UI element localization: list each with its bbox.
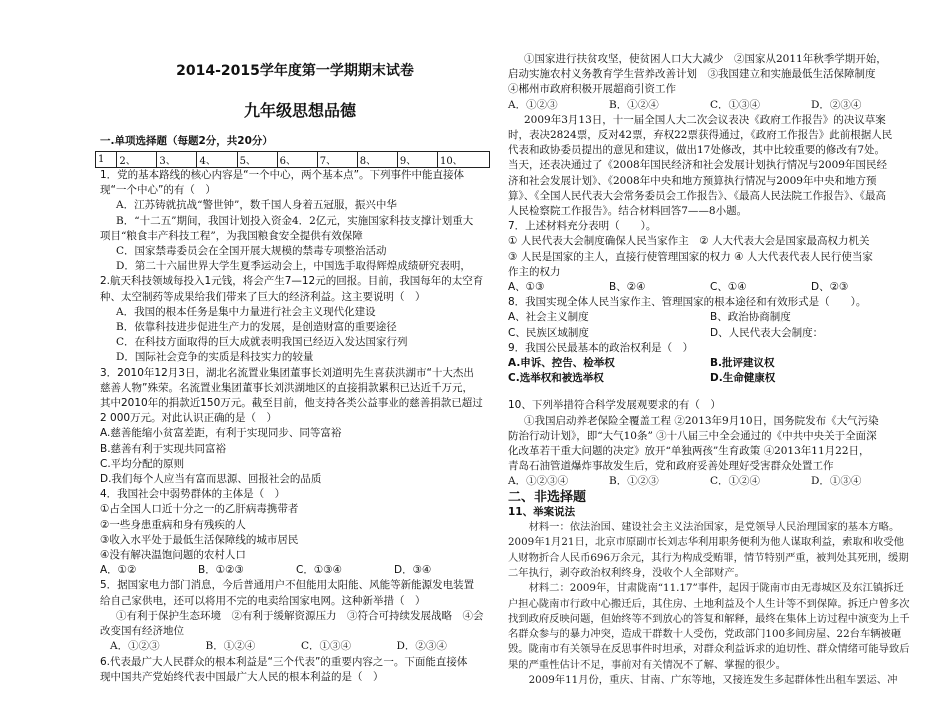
- question-text: 6.代表最广大人民群众的根本利益是“三个代表”的重要内容之一。下面能直接体: [100, 655, 468, 668]
- choice-options: [508, 356, 912, 371]
- choice-option[interactable]: B.批评建议权: [710, 357, 775, 370]
- option-text: 启动实施农村义务教育学生营养改善计划 ③我国建立和实施最低生活保障制度: [508, 68, 876, 81]
- question-text: 其中2010年的捐款近150万元。截至目前，他支持各类公益事业的慈善捐款已超过: [100, 397, 483, 410]
- choice-option[interactable]: A．①②③: [110, 640, 160, 653]
- question-title: 11、举案说法: [508, 505, 576, 518]
- material-paragraph: 材料二：2009年，甘肃陇南“11.17”事件，起因于陇南市由无毒城区及东江镇拆迁户担心陇南市行政中心搬迁后，其住房、土地利益及个人生计等不到保障。拆迁户曾多次找到政府反映问题，但始终等不到放心的答复和解释，最终在集体上访过程中演变为上千名群众参与的暴力冲突，造成干群数十人受伤，党政部门100多间房屋、22台车辆被砸毁。陇南市有关领导在反思事件时坦承，对群众利益诉求的迫切性、群众情绪可能导致后果的严重性估计不足，事前对有关情况不了解、掌握的很少。: [508, 582, 910, 671]
- choice-option[interactable]: D．②③④: [396, 640, 447, 653]
- question-text: 2 000万元。对此认识正确的是（ ）: [100, 412, 278, 425]
- answer-cell[interactable]: 8、: [357, 152, 397, 168]
- exam-title: 2014-2015学年度第一学期期末试卷: [176, 63, 414, 79]
- material-paragraph: 材料一：依法治国、建设社会主义法治国家，是党领导人民治理国家的基本方略。2009年1月21日，北京市原副市长刘志华利用职务便利为他人谋取利益，索取和收受他人财物折合人民币696万余元，其行为构成受贿罪，情节特别严重，被判处其死刑，缓期二年执行，剥夺政治权利终身，没收个人全部财产。: [508, 521, 909, 579]
- question-text: 7．上述材料充分表明（ ）。: [508, 220, 657, 233]
- answer-cell[interactable]: 9、: [397, 152, 437, 168]
- option-text: D.我们每个人应当有富而思源、回报社会的品质: [100, 473, 322, 486]
- choice-option[interactable]: A、①③: [508, 281, 545, 294]
- choice-option[interactable]: D、②③: [811, 281, 849, 294]
- question-text: 4．我国社会中弱势群体的主体是（ ）: [100, 488, 286, 501]
- option-text: 作主的权力: [508, 265, 561, 278]
- choice-options: [508, 326, 912, 341]
- option-text: ②一些身患重病和身有残疾的人: [100, 518, 246, 531]
- option-text: ③ 人民是国家的主人，直接行使管理国家的权力 ④ 人大代表代表人民行使当家: [508, 250, 873, 263]
- material-text: 算》、《全国人民代表大会常务委员会工作报告》、《最高人民法院工作报告》、《最高: [508, 189, 886, 202]
- answer-cell[interactable]: 10、: [437, 152, 489, 168]
- option-text: 防治行动计划》，即“大气10条” ③十八届三中全会通过的《中共中央关于全面深: [508, 429, 877, 442]
- choice-option[interactable]: B．①②③: [609, 475, 659, 488]
- option-text: 化改革若干重大问题的决定》放开“单独两孩”生育政策 ④2013年11月22日，: [508, 445, 870, 458]
- option-text: 项目“粮食丰产科技工程”，为我国粮食安全提供有效保障: [100, 229, 363, 242]
- question-text: 2.航天科技领域每投入1元钱，将会产生7—12元的回报。目前，我国每年的太空育: [100, 275, 484, 288]
- question-text: 慈善人物”殊荣。名流置业集团董事长刘洪湖地区的直接捐款累积已达近千万元，: [100, 381, 473, 394]
- choice-options: [508, 371, 912, 386]
- question-text: 8．我国实现全体人民当家作主、管理国家的根本途径和有效形式是（ ）。: [508, 296, 867, 309]
- option-text: ①有利于保护生态环境 ②有利于缓解资源压力 ③符合可持续发展战略 ④会: [116, 609, 484, 622]
- option-text: ①我国启动养老保险全覆盖工程 ②2013年9月10日，国务院发布《大气污染: [524, 414, 879, 427]
- choice-option[interactable]: C．①③④: [296, 564, 343, 577]
- answer-cell[interactable]: 5、: [237, 152, 277, 168]
- choice-option[interactable]: A、社会主义制度: [508, 311, 589, 324]
- choice-options: [508, 280, 912, 295]
- choice-option[interactable]: A．①②③④: [508, 475, 569, 488]
- question-text: 种、太空制药等成果给我们带来了巨大的经济利益。这主要说明（ ）: [100, 290, 426, 303]
- choice-option[interactable]: D．③④: [394, 564, 432, 577]
- choice-option[interactable]: A．①②③: [508, 98, 558, 111]
- question-text: 9．我国公民最基本的政治权利是（ ）: [508, 341, 694, 354]
- option-text: A．江苏铸就抗战“警世钟”，数千国人身着五冠服，振兴中华: [116, 199, 397, 212]
- question-text: 3．2010年12月3日，湖北名流置业集团董事长刘道明先生喜获洪湖市“十大杰出: [100, 366, 474, 379]
- answer-cell[interactable]: 3、: [157, 152, 197, 168]
- choice-option[interactable]: C.选举权和被选举权: [508, 372, 604, 385]
- option-text: ④郴州市政府积极开展超商引资工作: [508, 83, 676, 96]
- answer-cell[interactable]: 7、: [317, 152, 357, 168]
- option-text: ① 人民代表大会制度确保人民当家作主 ② 人大代表大会是国家最高权力机关: [508, 235, 870, 248]
- option-text: 青岛石油管道爆炸事故发生后，党和政府妥善处理好受害群众处置工作: [508, 460, 834, 473]
- option-text: D．第二十六届世界大学生夏季运动会上，中国选手取得辉煌成绩研究表明，: [116, 260, 471, 273]
- choice-option[interactable]: A.申诉、控告、检举权: [508, 357, 615, 370]
- option-text: ①占全国人口近十分之一的乙肝病毒携带者: [100, 503, 299, 516]
- choice-options: [100, 563, 492, 578]
- material-text: 济和社会发展计划》、《2008年中央和地方预算执行情况与2009年中央和地方预: [508, 174, 877, 187]
- choice-options: [508, 474, 912, 489]
- choice-option[interactable]: C、民族区域制度: [508, 326, 589, 339]
- question-text: 1．党的基本路线的核心内容是“一个中心，两个基本点”。下列事件中能直接体: [100, 169, 465, 181]
- choice-option[interactable]: B、②④: [609, 281, 646, 294]
- answer-cell[interactable]: 2、: [117, 152, 157, 168]
- question-text: 10、下列举措符合科学发展观要求的有（ ）: [508, 399, 721, 412]
- choice-option[interactable]: B．①②③: [198, 564, 244, 577]
- option-text: ①国家进行扶贫攻坚，使贫困人口大大减少 ②国家从2011年秋季学期开始，: [524, 53, 887, 65]
- section-heading-nonchoice: 二、非选择题: [508, 489, 587, 505]
- choice-option[interactable]: D.生命健康权: [710, 372, 776, 385]
- choice-option[interactable]: A．①②: [100, 564, 137, 577]
- choice-option[interactable]: C．①②④: [710, 475, 761, 488]
- material-text: 当天，还表决通过了《2008年国民经济和社会发展计划执行情况与2009年国民经: [508, 159, 887, 172]
- option-text: A．我国的根本任务是集中力量进行社会主义现代化建设: [116, 305, 376, 318]
- choice-option[interactable]: B．①②④: [205, 640, 256, 653]
- option-text: A.慈善能缩小贫富差距，有利于实现同步、同等富裕: [100, 427, 342, 440]
- question-text: 5．据国家电力部门消息，今后普通用户不但能用太阳能、风能等新能源发电装置: [100, 579, 475, 592]
- question-text: 现“一个中心”的有（ ）: [100, 184, 216, 197]
- choice-option[interactable]: C．①③④: [301, 640, 352, 653]
- option-text: B．依靠科技进步促进生产力的发展，是创造财富的重要途径: [116, 321, 397, 334]
- option-text: 改变国有经济地位: [100, 625, 184, 638]
- option-text: ③收入水平处于最低生活保障线的城市居民: [100, 533, 299, 546]
- choice-option[interactable]: D、人民代表大会制度：: [710, 326, 824, 339]
- option-text: B.慈善有利于实现共同富裕: [100, 442, 227, 455]
- material-text: 2009年3月13日，十一届全国人大二次会议表决《政府工作报告》的决议草案: [524, 113, 886, 126]
- spacer: [508, 386, 912, 398]
- option-text: B．“十二五”期间，我国计划投入资金4．2亿元，实施国家科技支撑计划重大: [116, 214, 474, 227]
- material-paragraph: 2009年11月份，重庆、甘南、广东等地，又接连发生多起群体性出租车罢运、冲: [528, 674, 898, 687]
- choice-option[interactable]: D．①③④: [811, 475, 862, 488]
- choice-options: [508, 310, 912, 325]
- section-heading-choice: 一.单项选择题（每题2分，共20分）: [100, 135, 273, 147]
- option-text: C．在科技方面取得的巨大成就表明我国已经迈入发达国家行列: [116, 336, 408, 349]
- answer-cell[interactable]: 1: [96, 152, 117, 168]
- answer-grid: [95, 151, 490, 168]
- choice-option[interactable]: B．①②④: [609, 98, 659, 111]
- subject-title: 九年级思想品德: [243, 101, 356, 120]
- material-text: 代表和政协委员提出的意见和建议，做出17处修改，其中比较重要的修改有7处。: [508, 144, 886, 157]
- option-text: D．国际社会竞争的实质是科技实力的较量: [116, 351, 314, 364]
- right-column-questions: [508, 52, 912, 688]
- choice-option[interactable]: B、政治协商制度: [710, 311, 791, 324]
- option-text: ④没有解决温饱问题的农村人口: [100, 549, 246, 562]
- answer-cell[interactable]: 4、: [197, 152, 237, 168]
- choice-option[interactable]: C．①③④: [710, 98, 761, 111]
- answer-cell[interactable]: 6、: [277, 152, 317, 168]
- choice-options: [508, 98, 912, 113]
- choice-option[interactable]: C、①④: [710, 281, 747, 294]
- material-text: 时，表决2824票，反对42票，弃权22票获得通过，《政府工作报告》此前根据人民: [508, 129, 893, 142]
- question-text: 现中国共产党始终代表中国最广大人民的根本利益的是（ ）: [100, 670, 384, 683]
- option-text: C．国家禁毒委员会在全国开展大规模的禁毒专项整治活动: [116, 245, 387, 258]
- left-column-questions: [100, 168, 492, 685]
- choice-options: [100, 639, 492, 654]
- question-text: 给自己家供电，还可以将用不完的电卖给国家电网。这种新举措（ ）: [100, 594, 426, 607]
- option-text: C.平均分配的原则: [100, 457, 185, 470]
- choice-option[interactable]: D．②③④: [811, 98, 862, 111]
- material-text: 人民检察院工作报告》。结合材料回答7——8小题。: [508, 205, 748, 218]
